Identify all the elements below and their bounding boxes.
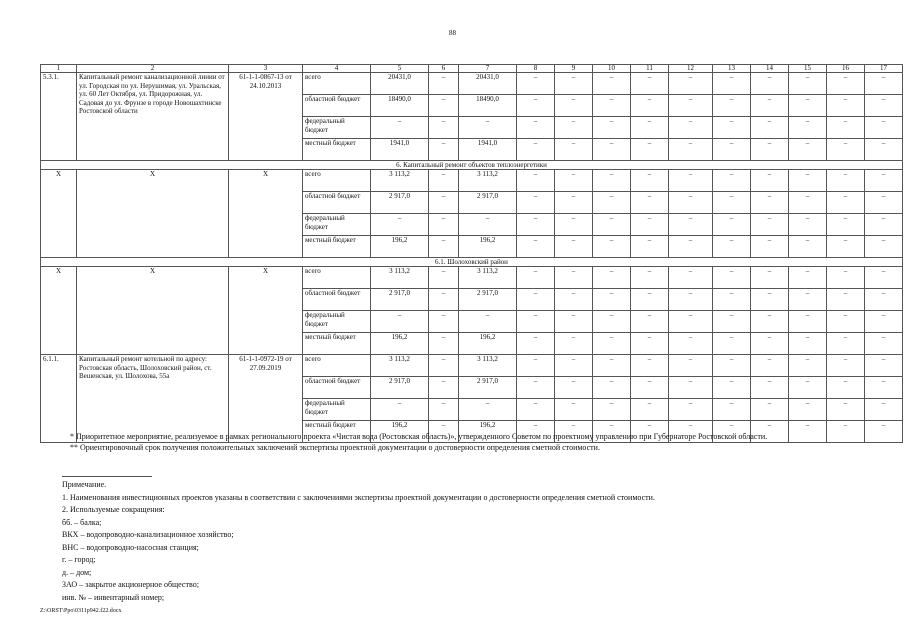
value-col6: – xyxy=(429,214,459,236)
value-col14: – xyxy=(751,399,789,421)
value-col7: 3 113,2 xyxy=(459,170,517,192)
budget-label: местный бюджет xyxy=(303,236,371,258)
value-col8: – xyxy=(517,267,555,289)
row-611-row xyxy=(41,355,903,377)
value-col12: – xyxy=(669,95,713,117)
note-item: бб. – балка; xyxy=(62,517,102,527)
value-col8: – xyxy=(517,236,555,258)
value-col13: – xyxy=(713,95,751,117)
budget-label: областной бюджет xyxy=(303,289,371,311)
budget-label: областной бюджет xyxy=(303,192,371,214)
value-col16: – xyxy=(827,355,865,377)
value-col13: – xyxy=(713,192,751,214)
value-col16: – xyxy=(827,421,865,443)
value-col5: – xyxy=(371,399,429,421)
value-col11: – xyxy=(631,95,669,117)
value-col6: – xyxy=(429,311,459,333)
value-col9: – xyxy=(555,139,593,161)
value-col11: – xyxy=(631,214,669,236)
value-col7: 1941,0 xyxy=(459,139,517,161)
value-col9: – xyxy=(555,377,593,399)
value-col8: – xyxy=(517,421,555,443)
value-col10: – xyxy=(593,289,631,311)
value-col9: – xyxy=(555,421,593,443)
value-col6: – xyxy=(429,139,459,161)
value-col11: – xyxy=(631,333,669,355)
budget-label: всего xyxy=(303,170,371,192)
value-col10: – xyxy=(593,355,631,377)
header-cell: 8 xyxy=(517,65,555,73)
value-col5: 196,2 xyxy=(371,236,429,258)
value-col11: – xyxy=(631,421,669,443)
value-col5: 20431,0 xyxy=(371,73,429,95)
x-marker: X xyxy=(41,170,77,258)
value-col11: – xyxy=(631,355,669,377)
value-col17: – xyxy=(865,399,903,421)
value-col10: – xyxy=(593,377,631,399)
value-col13: – xyxy=(713,289,751,311)
value-col17: – xyxy=(865,192,903,214)
header-cell: 4 xyxy=(303,65,371,73)
value-col10: – xyxy=(593,236,631,258)
value-col6: – xyxy=(429,95,459,117)
value-col14: – xyxy=(751,421,789,443)
project-code: 61-1-1-0867-13 от 24.10.2013 xyxy=(229,73,303,161)
page-number: 88 xyxy=(449,29,456,37)
value-col6: – xyxy=(429,267,459,289)
value-col12: – xyxy=(669,192,713,214)
value-col13: – xyxy=(713,311,751,333)
value-col13: – xyxy=(713,117,751,139)
value-col5: – xyxy=(371,117,429,139)
value-col6: – xyxy=(429,355,459,377)
value-col6: – xyxy=(429,399,459,421)
value-col15: – xyxy=(789,170,827,192)
value-col17: – xyxy=(865,355,903,377)
value-col10: – xyxy=(593,192,631,214)
header-cell: 7 xyxy=(459,65,517,73)
budget-label: местный бюджет xyxy=(303,421,371,443)
value-col14: – xyxy=(751,170,789,192)
value-col11: – xyxy=(631,170,669,192)
note-item: ВКХ – водопроводно-канализационное хозяйство; xyxy=(62,530,234,539)
value-col16: – xyxy=(827,333,865,355)
value-col8: – xyxy=(517,377,555,399)
value-col17: – xyxy=(865,236,903,258)
value-col7: – xyxy=(459,399,517,421)
value-col12: – xyxy=(669,333,713,355)
value-col7: 2 917,0 xyxy=(459,192,517,214)
value-col13: – xyxy=(713,421,751,443)
value-col6: – xyxy=(429,73,459,95)
value-col16: – xyxy=(827,289,865,311)
value-col17: – xyxy=(865,170,903,192)
value-col11: – xyxy=(631,399,669,421)
value-col10: – xyxy=(593,73,631,95)
value-col12: – xyxy=(669,289,713,311)
value-col12: – xyxy=(669,170,713,192)
value-col11: – xyxy=(631,139,669,161)
value-col15: – xyxy=(789,355,827,377)
value-col12: – xyxy=(669,214,713,236)
value-col9: – xyxy=(555,192,593,214)
section-6-row xyxy=(41,161,903,170)
value-col16: – xyxy=(827,73,865,95)
value-col17: – xyxy=(865,73,903,95)
value-col11: – xyxy=(631,267,669,289)
value-col5: 2 917,0 xyxy=(371,377,429,399)
project-name: Капитальный ремонт канализационной линии от ул. Городская по ул. Нерушимая, ул. Уральская, ул. 60 Лет Октября, ул. Придорожная, ул. Садовая до ул. Фрунзе в городе Новошахтинске Ростовской области xyxy=(77,73,229,161)
value-col10: – xyxy=(593,170,631,192)
value-col10: – xyxy=(593,399,631,421)
value-col16: – xyxy=(827,311,865,333)
header-cell: 3 xyxy=(229,65,303,73)
section-title: 6.1. Шолоховский район xyxy=(41,258,903,267)
investment-table xyxy=(40,64,903,443)
x-marker: X xyxy=(229,267,303,355)
block-6-row xyxy=(41,170,903,192)
value-col14: – xyxy=(751,377,789,399)
budget-label: федеральный бюджет xyxy=(303,117,371,139)
value-col6: – xyxy=(429,236,459,258)
value-col13: – xyxy=(713,236,751,258)
value-col10: – xyxy=(593,333,631,355)
section-title: 6. Капитальный ремонт объектов теплоэнергетики xyxy=(41,161,903,170)
value-col17: – xyxy=(865,377,903,399)
value-col7: – xyxy=(459,214,517,236)
value-col8: – xyxy=(517,95,555,117)
note-item: 1. Наименования инвестиционных проектов указаны в соответствии с заключениями экспертизы проектной документации о достоверности определения сметной стоимости. xyxy=(62,492,655,502)
value-col12: – xyxy=(669,267,713,289)
value-col8: – xyxy=(517,73,555,95)
header-row xyxy=(41,65,903,73)
value-col12: – xyxy=(669,139,713,161)
value-col17: – xyxy=(865,214,903,236)
value-col14: – xyxy=(751,192,789,214)
value-col6: – xyxy=(429,421,459,443)
x-marker: X xyxy=(41,267,77,355)
value-col17: – xyxy=(865,95,903,117)
budget-label: федеральный бюджет xyxy=(303,311,371,333)
value-col12: – xyxy=(669,421,713,443)
value-col14: – xyxy=(751,311,789,333)
value-col7: – xyxy=(459,311,517,333)
value-col5: – xyxy=(371,311,429,333)
footnote-star2: ** Ориентировочный срок получения положительных заключений экспертизы проектной документации о достоверности определения сметной стоимости. xyxy=(70,442,600,452)
header-cell: 11 xyxy=(631,65,669,73)
value-col13: – xyxy=(713,267,751,289)
value-col5: 2 917,0 xyxy=(371,289,429,311)
value-col13: – xyxy=(713,399,751,421)
value-col7: 2 917,0 xyxy=(459,289,517,311)
value-col13: – xyxy=(713,214,751,236)
note-item: инв. № – инвентарный номер; xyxy=(62,592,165,602)
note-item: ЗАО – закрытое акционерное общество; xyxy=(62,580,199,589)
value-col13: – xyxy=(713,377,751,399)
value-col9: – xyxy=(555,355,593,377)
header-cell: 6 xyxy=(429,65,459,73)
value-col9: – xyxy=(555,236,593,258)
footnotes xyxy=(40,432,862,453)
value-col8: – xyxy=(517,214,555,236)
budget-label: федеральный бюджет xyxy=(303,399,371,421)
value-col17: – xyxy=(865,117,903,139)
value-col5: 2 917,0 xyxy=(371,192,429,214)
notes-divider xyxy=(62,476,152,477)
header-cell: 16 xyxy=(827,65,865,73)
header-cell: 5 xyxy=(371,65,429,73)
value-col16: – xyxy=(827,192,865,214)
budget-label: всего xyxy=(303,355,371,377)
value-col11: – xyxy=(631,311,669,333)
value-col15: – xyxy=(789,73,827,95)
value-col11: – xyxy=(631,289,669,311)
value-col15: – xyxy=(789,214,827,236)
value-col6: – xyxy=(429,170,459,192)
value-col15: – xyxy=(789,192,827,214)
value-col17: – xyxy=(865,289,903,311)
value-col16: – xyxy=(827,214,865,236)
value-col15: – xyxy=(789,117,827,139)
value-col11: – xyxy=(631,117,669,139)
value-col14: – xyxy=(751,236,789,258)
header-cell: 1 xyxy=(41,65,77,73)
value-col17: – xyxy=(865,421,903,443)
value-col13: – xyxy=(713,139,751,161)
header-cell: 14 xyxy=(751,65,789,73)
section-61-row xyxy=(41,258,903,267)
budget-label: всего xyxy=(303,267,371,289)
value-col15: – xyxy=(789,333,827,355)
value-col15: – xyxy=(789,421,827,443)
value-col12: – xyxy=(669,73,713,95)
file-path: Z:\ORST\Ppo\0311p942.f22.docx xyxy=(40,608,122,614)
value-col5: 3 113,2 xyxy=(371,170,429,192)
value-col16: – xyxy=(827,399,865,421)
value-col5: 3 113,2 xyxy=(371,355,429,377)
value-col6: – xyxy=(429,333,459,355)
value-col10: – xyxy=(593,117,631,139)
project-code: 61-1-1-0972-19 от 27.09.2019 xyxy=(229,355,303,443)
value-col8: – xyxy=(517,289,555,311)
value-col12: – xyxy=(669,377,713,399)
header-cell: 12 xyxy=(669,65,713,73)
value-col9: – xyxy=(555,399,593,421)
value-col7: 196,2 xyxy=(459,421,517,443)
value-col10: – xyxy=(593,139,631,161)
value-col15: – xyxy=(789,139,827,161)
value-col11: – xyxy=(631,192,669,214)
value-col7: 3 113,2 xyxy=(459,267,517,289)
value-col16: – xyxy=(827,377,865,399)
value-col5: 1941,0 xyxy=(371,139,429,161)
value-col17: – xyxy=(865,311,903,333)
value-col7: 196,2 xyxy=(459,236,517,258)
value-col13: – xyxy=(713,333,751,355)
value-col9: – xyxy=(555,333,593,355)
row-number: 5.3.1. xyxy=(41,73,77,161)
value-col13: – xyxy=(713,355,751,377)
value-col7: 3 113,2 xyxy=(459,355,517,377)
value-col10: – xyxy=(593,95,631,117)
x-marker: X xyxy=(77,267,229,355)
value-col7: 20431,0 xyxy=(459,73,517,95)
value-col6: – xyxy=(429,377,459,399)
note-item: г. – город; xyxy=(62,555,96,564)
value-col9: – xyxy=(555,214,593,236)
row-531-row xyxy=(41,73,903,95)
value-col14: – xyxy=(751,267,789,289)
value-col8: – xyxy=(517,139,555,161)
project-name: Капитальный ремонт котельной по адресу: Ростовская область, Шолоховский район, ст. Вешенская, ул. Шолохова, 55а xyxy=(77,355,229,443)
value-col8: – xyxy=(517,311,555,333)
row-number: 6.1.1. xyxy=(41,355,77,443)
value-col11: – xyxy=(631,236,669,258)
budget-label: областной бюджет xyxy=(303,95,371,117)
value-col17: – xyxy=(865,333,903,355)
value-col8: – xyxy=(517,117,555,139)
value-col15: – xyxy=(789,399,827,421)
value-col15: – xyxy=(789,267,827,289)
header-cell: 17 xyxy=(865,65,903,73)
header-cell: 15 xyxy=(789,65,827,73)
value-col16: – xyxy=(827,267,865,289)
note-item: д. – дом; xyxy=(62,567,92,577)
value-col5: 18490,0 xyxy=(371,95,429,117)
value-col16: – xyxy=(827,139,865,161)
value-col7: 18490,0 xyxy=(459,95,517,117)
value-col16: – xyxy=(827,236,865,258)
value-col14: – xyxy=(751,139,789,161)
value-col6: – xyxy=(429,117,459,139)
value-col12: – xyxy=(669,236,713,258)
x-marker: X xyxy=(77,170,229,258)
header-cell: 13 xyxy=(713,65,751,73)
value-col8: – xyxy=(517,170,555,192)
value-col16: – xyxy=(827,95,865,117)
value-col6: – xyxy=(429,289,459,311)
value-col10: – xyxy=(593,421,631,443)
value-col9: – xyxy=(555,311,593,333)
x-marker: X xyxy=(229,170,303,258)
value-col15: – xyxy=(789,377,827,399)
block-61-row xyxy=(41,267,903,289)
value-col9: – xyxy=(555,170,593,192)
value-col9: – xyxy=(555,267,593,289)
value-col7: 196,2 xyxy=(459,333,517,355)
header-cell: 2 xyxy=(77,65,229,73)
value-col9: – xyxy=(555,73,593,95)
header-cell: 9 xyxy=(555,65,593,73)
value-col12: – xyxy=(669,117,713,139)
value-col9: – xyxy=(555,95,593,117)
note-item: ВНС – водопроводно-насосная станция; xyxy=(62,542,199,552)
budget-label: всего xyxy=(303,73,371,95)
budget-label: федеральный бюджет xyxy=(303,214,371,236)
value-col14: – xyxy=(751,117,789,139)
value-col16: – xyxy=(827,117,865,139)
value-col15: – xyxy=(789,289,827,311)
header-cell: 10 xyxy=(593,65,631,73)
value-col10: – xyxy=(593,267,631,289)
value-col14: – xyxy=(751,289,789,311)
value-col14: – xyxy=(751,73,789,95)
value-col8: – xyxy=(517,355,555,377)
value-col15: – xyxy=(789,95,827,117)
value-col11: – xyxy=(631,73,669,95)
value-col14: – xyxy=(751,214,789,236)
value-col7: – xyxy=(459,117,517,139)
value-col13: – xyxy=(713,170,751,192)
value-col8: – xyxy=(517,399,555,421)
value-col6: – xyxy=(429,192,459,214)
value-col5: – xyxy=(371,214,429,236)
value-col16: – xyxy=(827,170,865,192)
notes-title: Примечание. xyxy=(62,480,107,489)
value-col15: – xyxy=(789,311,827,333)
footnote-star1: * Приоритетное мероприятие, реализуемое в рамках регионального проекта «Чистая вода (Ростовская область)», утвержденного Советом по проектному управлению при Губернаторе Ростовской области. xyxy=(70,432,768,441)
value-col12: – xyxy=(669,355,713,377)
note-item: 2. Используемые сокращения: xyxy=(62,505,165,514)
budget-label: местный бюджет xyxy=(303,139,371,161)
budget-label: местный бюджет xyxy=(303,333,371,355)
value-col12: – xyxy=(669,399,713,421)
value-col5: 196,2 xyxy=(371,333,429,355)
value-col15: – xyxy=(789,236,827,258)
value-col9: – xyxy=(555,117,593,139)
value-col8: – xyxy=(517,192,555,214)
value-col14: – xyxy=(751,95,789,117)
value-col10: – xyxy=(593,214,631,236)
value-col8: – xyxy=(517,333,555,355)
value-col5: 3 113,2 xyxy=(371,267,429,289)
value-col11: – xyxy=(631,377,669,399)
value-col13: – xyxy=(713,73,751,95)
value-col12: – xyxy=(669,311,713,333)
value-col17: – xyxy=(865,267,903,289)
notes-list xyxy=(62,479,862,604)
value-col5: 196,2 xyxy=(371,421,429,443)
budget-label: областной бюджет xyxy=(303,377,371,399)
value-col17: – xyxy=(865,139,903,161)
value-col14: – xyxy=(751,355,789,377)
value-col7: 2 917,0 xyxy=(459,377,517,399)
value-col14: – xyxy=(751,333,789,355)
value-col10: – xyxy=(593,311,631,333)
value-col9: – xyxy=(555,289,593,311)
